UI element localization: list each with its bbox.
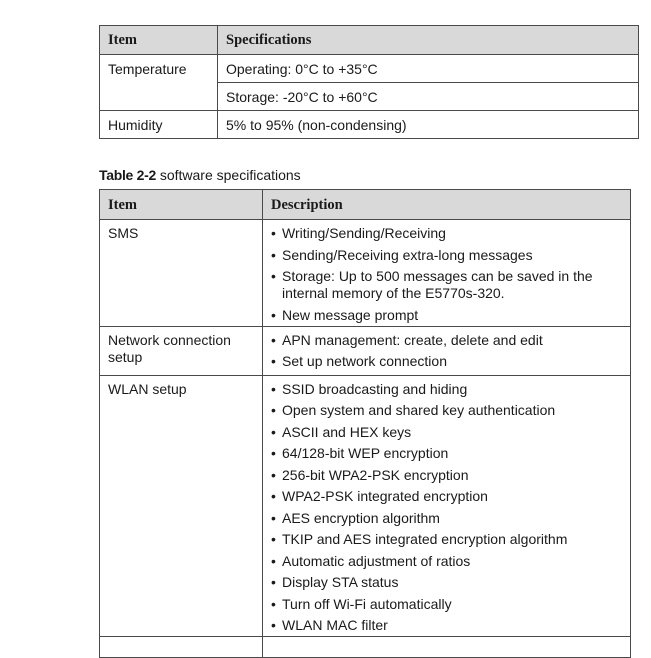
description-cell-continued [263,637,631,658]
column-header-description: Description [263,190,631,220]
table-row-sms [100,220,631,327]
list-item: • Storage: Up to 500 messages can be saved in the internal memory of the E5770s-320. [271,268,593,301]
bullet-icon: • [271,466,276,483]
list-item: • WPA2-PSK integrated encryption [271,488,488,504]
description-cell-network-connection [263,326,631,375]
list-item: • Writing/Sending/Receiving [271,225,446,241]
bullet-icon: • [271,552,276,569]
table-header-row [100,26,639,55]
list-item: • 64/128-bit WEP encryption [271,445,449,461]
bullet-icon: • [271,488,276,504]
storage-temperature-cell: Storage: -20°C to +60°C [218,83,639,111]
humidity-item-cell: Humidity [100,111,218,139]
bullet-icon: • [271,331,276,348]
list-item: • ASCII and HEX keys [271,423,412,440]
bullet-icon: • [271,402,276,418]
bullet-icon: • [271,246,276,263]
bullet-icon: • [271,509,276,526]
bullet-icon: • [271,595,276,612]
bullet-icon: • [271,617,276,633]
table-caption [99,167,301,184]
description-cell-sms [263,220,631,327]
table-row-continued [100,637,631,658]
list-item: • SSID broadcasting and hiding [271,380,468,397]
bullet-icon: • [271,306,276,323]
bullet-icon: • [271,380,276,397]
item-cell-wlan-setup: WLAN setup [100,375,263,637]
bullet-list [271,381,622,635]
list-item: • WLAN MAC filter [271,617,388,633]
list-item: • Sending/Receiving extra-long messages [271,246,533,263]
list-item: • Open system and shared key authentication [271,402,556,418]
item-cell-continued [100,637,263,658]
list-item: • 256-bit WPA2-PSK encryption [271,466,469,483]
bullet-icon: • [271,531,276,547]
column-header-specifications: Specifications [218,26,639,55]
software-spec-table [99,189,631,658]
operating-temperature-cell: Operating: 0°C to +35°C [218,55,639,83]
list-item: • Display STA status [271,574,399,590]
table-row [100,111,639,139]
bullet-list [271,332,622,371]
list-item: • APN management: create, delete and edit [271,331,543,348]
temperature-item-cell: Temperature [100,55,218,111]
table-header-row [100,190,631,220]
list-item: • New message prompt [271,306,419,323]
bullet-icon: • [271,225,276,241]
table-row-wlan-setup [100,375,631,637]
list-item: • AES encryption algorithm [271,509,440,526]
list-item: • TKIP and AES integrated encryption algorithm [271,531,568,547]
description-cell-wlan-setup [263,375,631,637]
table-row [100,55,639,83]
table-caption-text: software specifications [155,167,301,183]
table-row-network-connection [100,326,631,375]
bullet-icon: • [271,268,276,284]
column-header-item: Item [100,190,263,220]
bullet-icon: • [271,353,276,369]
humidity-spec-cell: 5% to 95% (non-condensing) [218,111,639,139]
bullet-icon: • [271,574,276,590]
table-caption-label: Table 2-2 [99,167,156,183]
list-item: • Automatic adjustment of ratios [271,552,471,569]
bullet-icon: • [271,423,276,440]
column-header-item: Item [100,26,218,55]
item-cell-network-connection: Network connection setup [100,326,263,375]
bullet-icon: • [271,445,276,461]
list-item: • Turn off Wi-Fi automatically [271,595,452,612]
list-item: • Set up network connection [271,353,447,369]
environment-spec-table [99,25,639,139]
item-cell-sms: SMS [100,220,263,327]
bullet-list [271,225,622,324]
